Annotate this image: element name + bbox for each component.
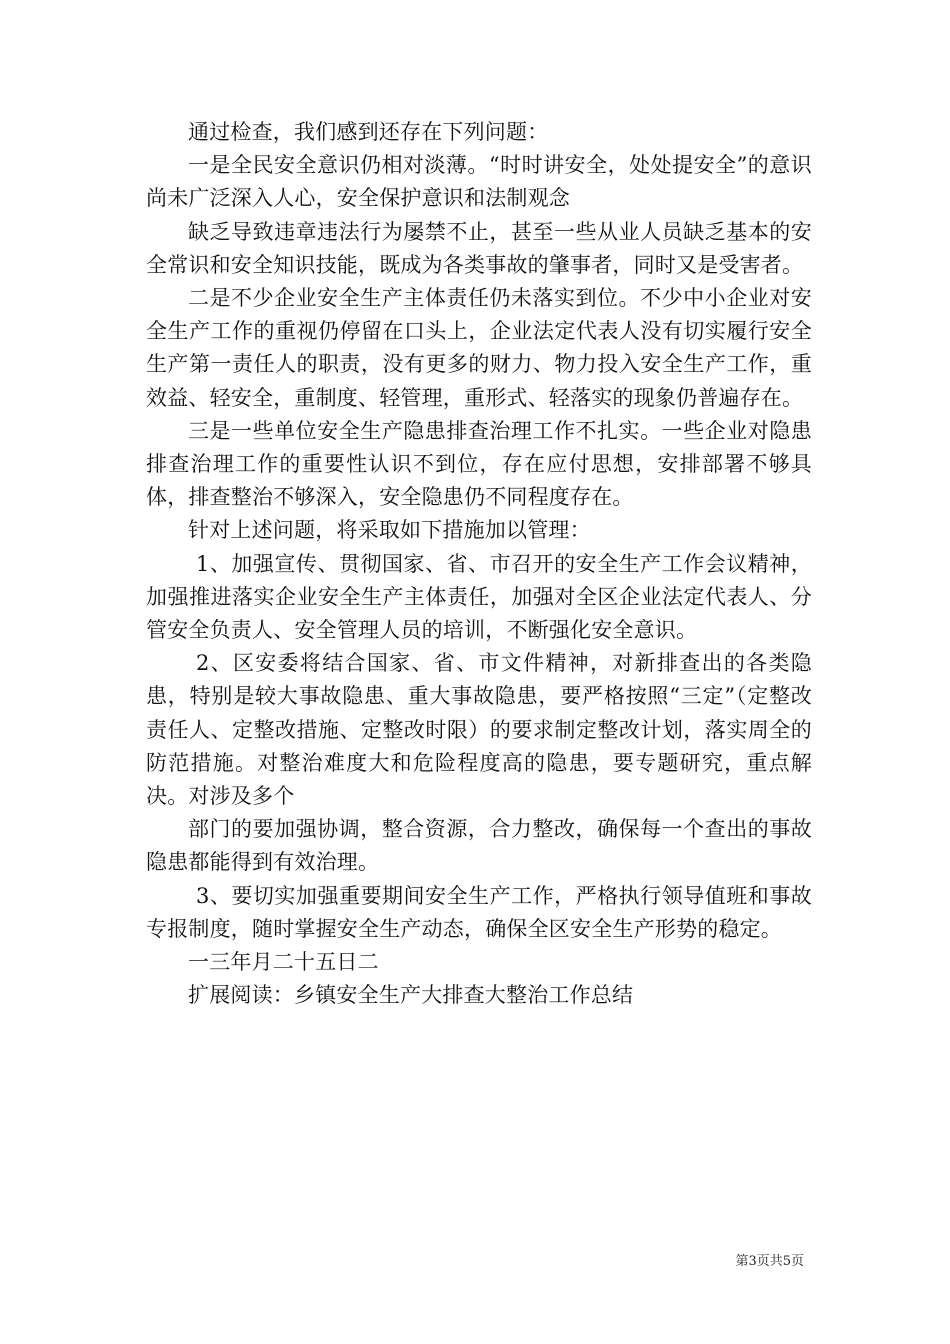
paragraph-measure-three: 3、要切实加强重要期间安全生产工作，严格执行领导值班和事故专报制度，随时掌握安全生产动态，确保全区安全生产形势的稳定。 — [146, 883, 812, 941]
paragraph-measure-one: 1、加强宣传、贯彻国家、省、市召开的安全生产工作会议精神，加强推进落实企业安全生产主体责任，加强对全区企业法定代表人、分管安全负责人、安全管理人员的培训，不断强化安全意识。 — [146, 551, 812, 643]
paragraph-date: 一三年月二十五日二 — [188, 950, 379, 975]
paragraph-measure-two-continued: 部门的要加强协调，整合资源，合力整改，确保每一个查出的事故隐患都能得到有效治理。 — [146, 817, 812, 875]
paragraph-issue-one-continued: 缺乏导致违章违法行为屡禁不止，甚至一些从业人员缺乏基本的安全常识和安全知识技能，既成为各类事故的肇事者，同时又是受害者。 — [146, 219, 812, 277]
paragraph-extended-reading: 扩展阅读：乡镇安全生产大排查大整治工作总结 — [188, 983, 634, 1008]
paragraph-issue-two: 二是不少企业安全生产主体责任仍未落实到位。不少中小企业对安全生产工作的重视仍停留在口头上，企业法定代表人没有切实履行安全生产第一责任人的职责，没有更多的财力、物力投入安全生产工作，重效益、轻安全，重制度、轻管理，重形式、轻落实的现象仍普遍存在。 — [146, 286, 812, 410]
paragraph-issue-one: 一是全民安全意识仍相对淡薄。“时时讲安全，处处提安全”的意识尚未广泛深入人心，安全保护意识和法制观念 — [146, 153, 812, 211]
paragraph-intro: 通过检查，我们感到还存在下列问题： — [188, 120, 549, 144]
page-number-footer: 第3页共5页 — [735, 1254, 804, 1269]
paragraph-measures-intro: 针对上述问题，将采取如下措施加以管理： — [188, 518, 591, 543]
document-body — [146, 116, 812, 1012]
paragraph-measure-two: 2、区安委将结合国家、省、市文件精神，对新排查出的各类隐患，特别是较大事故隐患、重大事故隐患，要严格按照“三定”（定整改责任人、定整改措施、定整改时限）的要求制定整改计划，落实周全的防范措施。对整治难度大和危险程度高的隐患，要专题研究，重点解决。对涉及多个 — [146, 651, 812, 809]
paragraph-issue-three: 三是一些单位安全生产隐患排查治理工作不扎实。一些企业对隐患排查治理工作的重要性认识不到位，存在应付思想，安排部署不够具体，排查整治不够深入，安全隐患仍不同程度存在。 — [146, 418, 812, 510]
